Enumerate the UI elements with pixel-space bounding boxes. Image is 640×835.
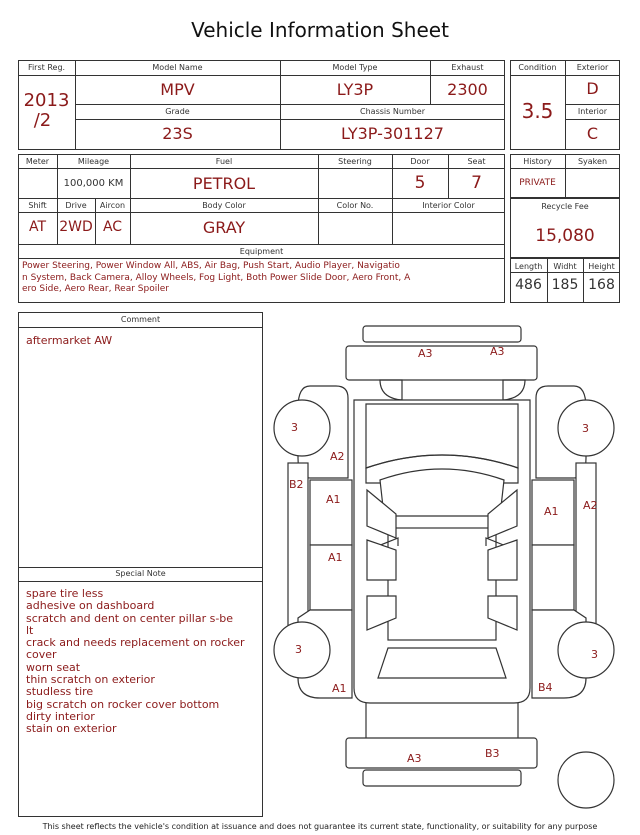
mark-right-door: A1 bbox=[544, 505, 559, 518]
rear-bumper-lower bbox=[363, 770, 521, 786]
wheel-rear-left bbox=[274, 622, 330, 678]
right-side-pillar bbox=[576, 463, 596, 628]
list-item: adhesive on dashboard bbox=[26, 599, 155, 613]
width-value: 185 bbox=[551, 277, 579, 293]
page-title: Vehicle Information Sheet bbox=[191, 18, 449, 42]
mark-left-pillar: B2 bbox=[289, 478, 304, 491]
history-label: History bbox=[523, 157, 552, 166]
mileage-value: 100,000 KM bbox=[63, 178, 124, 189]
front-bumper-lower bbox=[346, 346, 537, 380]
length-value: 486 bbox=[515, 277, 542, 293]
list-item: studless tire bbox=[26, 685, 94, 699]
mark-left-door-front: A1 bbox=[326, 493, 341, 506]
steering-label: Steering bbox=[338, 157, 372, 166]
list-item: lt bbox=[26, 623, 34, 637]
shift-label: Shift bbox=[28, 201, 47, 210]
condition-value: 3.5 bbox=[521, 99, 554, 123]
equipment-label: Equipment bbox=[239, 247, 284, 256]
fuel-value: PETROL bbox=[192, 174, 256, 193]
mileage-label: Mileage bbox=[77, 157, 110, 166]
body-color-value: GRAY bbox=[202, 218, 246, 237]
model-name-label: Model Name bbox=[152, 63, 203, 72]
list-item: dirty interior bbox=[26, 709, 95, 723]
aircon-label: Aircon bbox=[99, 201, 126, 210]
list-item: spare tire less bbox=[26, 587, 104, 600]
door-label: Door bbox=[410, 157, 430, 166]
list-item: cover bbox=[26, 648, 57, 662]
disclaimer-footer: This sheet reflects the vehicle's condition at issuance and does not guarantee its current state, functionality, or suitability for any purpose bbox=[42, 822, 598, 831]
meter-label: Meter bbox=[25, 157, 50, 166]
recycle-fee-label: Recycle Fee bbox=[541, 202, 589, 211]
model-name-value: MPV bbox=[160, 80, 195, 99]
syaken-label: Syaken bbox=[577, 157, 608, 166]
rear-bumper-outline bbox=[346, 738, 537, 768]
first-reg-label: First Reg. bbox=[27, 63, 66, 72]
condition-label: Condition bbox=[518, 63, 557, 72]
height-value: 168 bbox=[588, 277, 615, 293]
list-item: crack and needs replacement on rocker bbox=[26, 636, 245, 650]
model-type-label: Model Type bbox=[332, 63, 378, 72]
first-reg-year: 2013 bbox=[23, 90, 70, 111]
seat-value: 7 bbox=[471, 173, 482, 193]
interior-value: C bbox=[586, 124, 599, 143]
chassis-value: LY3P-301127 bbox=[341, 124, 444, 143]
equipment-line: n System, Back Camera, Alloy Wheels, Fog Light, Both Power Slide Door, Aero Front, A bbox=[22, 272, 411, 283]
door-value: 5 bbox=[414, 173, 426, 193]
equipment-list bbox=[22, 261, 502, 296]
mark-left-fender: A2 bbox=[330, 450, 345, 463]
history-value: PRIVATE bbox=[519, 178, 556, 188]
aircon-value: AC bbox=[102, 219, 123, 235]
mark-front-bumper-left: A3 bbox=[418, 347, 433, 360]
exterior-value: D bbox=[586, 79, 599, 98]
chassis-label: Chassis Number bbox=[360, 107, 425, 116]
shift-value: AT bbox=[28, 219, 47, 235]
left-front-door bbox=[310, 480, 352, 545]
comment-label: Comment bbox=[120, 315, 161, 324]
mark-rear-left: A1 bbox=[332, 682, 347, 695]
right-rear-door bbox=[532, 545, 574, 610]
recycle-fee-value: 15,080 bbox=[535, 226, 595, 246]
mark-wheel-fr: 3 bbox=[582, 422, 589, 435]
equipment-line: ero Side, Aero Rear, Rear Spoiler bbox=[22, 284, 169, 294]
interior-label: Interior bbox=[577, 107, 608, 116]
wheel-front-left bbox=[274, 400, 330, 456]
comment-box bbox=[18, 312, 263, 568]
body-color-label: Body Color bbox=[202, 201, 246, 210]
seat-label: Seat bbox=[467, 157, 486, 166]
drive-value: 2WD bbox=[59, 219, 93, 235]
spare-wheel bbox=[558, 752, 614, 808]
grade-value: 23S bbox=[162, 124, 193, 143]
list-item: worn seat bbox=[26, 660, 81, 674]
list-item: big scratch on rocker cover bottom bbox=[26, 697, 220, 711]
wheel-rear-right bbox=[558, 622, 614, 678]
list-item: stain on exterior bbox=[26, 722, 117, 736]
mark-wheel-rr: 3 bbox=[591, 648, 598, 661]
exhaust-value: 2300 bbox=[447, 80, 488, 99]
car-damage-diagram bbox=[270, 318, 625, 823]
height-label: Height bbox=[588, 262, 615, 271]
list-item: thin scratch on exterior bbox=[26, 673, 155, 687]
list-item: scratch and dent on center pillar s-be bbox=[26, 611, 234, 625]
fuel-label: Fuel bbox=[215, 157, 233, 166]
special-note-list bbox=[26, 588, 245, 736]
exhaust-label: Exhaust bbox=[451, 63, 484, 72]
mark-wheel-rl: 3 bbox=[295, 643, 302, 656]
color-no-label: Color No. bbox=[336, 201, 374, 210]
mark-rear-right: B4 bbox=[538, 681, 553, 694]
roof-outline bbox=[388, 528, 496, 640]
comment-text: aftermarket AW bbox=[26, 334, 113, 347]
front-bumper-outline bbox=[363, 326, 521, 342]
mark-right-fender: A2 bbox=[583, 499, 598, 512]
mark-front-bumper-right: A3 bbox=[490, 345, 505, 358]
exterior-label: Exterior bbox=[576, 63, 609, 72]
model-type-value: LY3P bbox=[336, 80, 374, 99]
first-reg-month: /2 bbox=[33, 110, 52, 131]
equipment-line: Power Steering, Power Window All, ABS, Air Bag, Push Start, Audio Player, Navigatio bbox=[22, 261, 400, 271]
width-label: Widht bbox=[553, 262, 577, 271]
length-label: Length bbox=[514, 262, 543, 271]
special-note-label: Special Note bbox=[115, 569, 166, 578]
grade-label: Grade bbox=[165, 107, 190, 116]
mark-left-door-rear: A1 bbox=[328, 551, 343, 564]
interior-color-label: Interior Color bbox=[422, 201, 475, 210]
drive-label: Drive bbox=[65, 201, 87, 210]
mark-rear-bumper: A3 bbox=[407, 752, 422, 765]
mark-wheel-fl: 3 bbox=[291, 421, 298, 434]
mark-rear-bumper-right: B3 bbox=[485, 747, 500, 760]
